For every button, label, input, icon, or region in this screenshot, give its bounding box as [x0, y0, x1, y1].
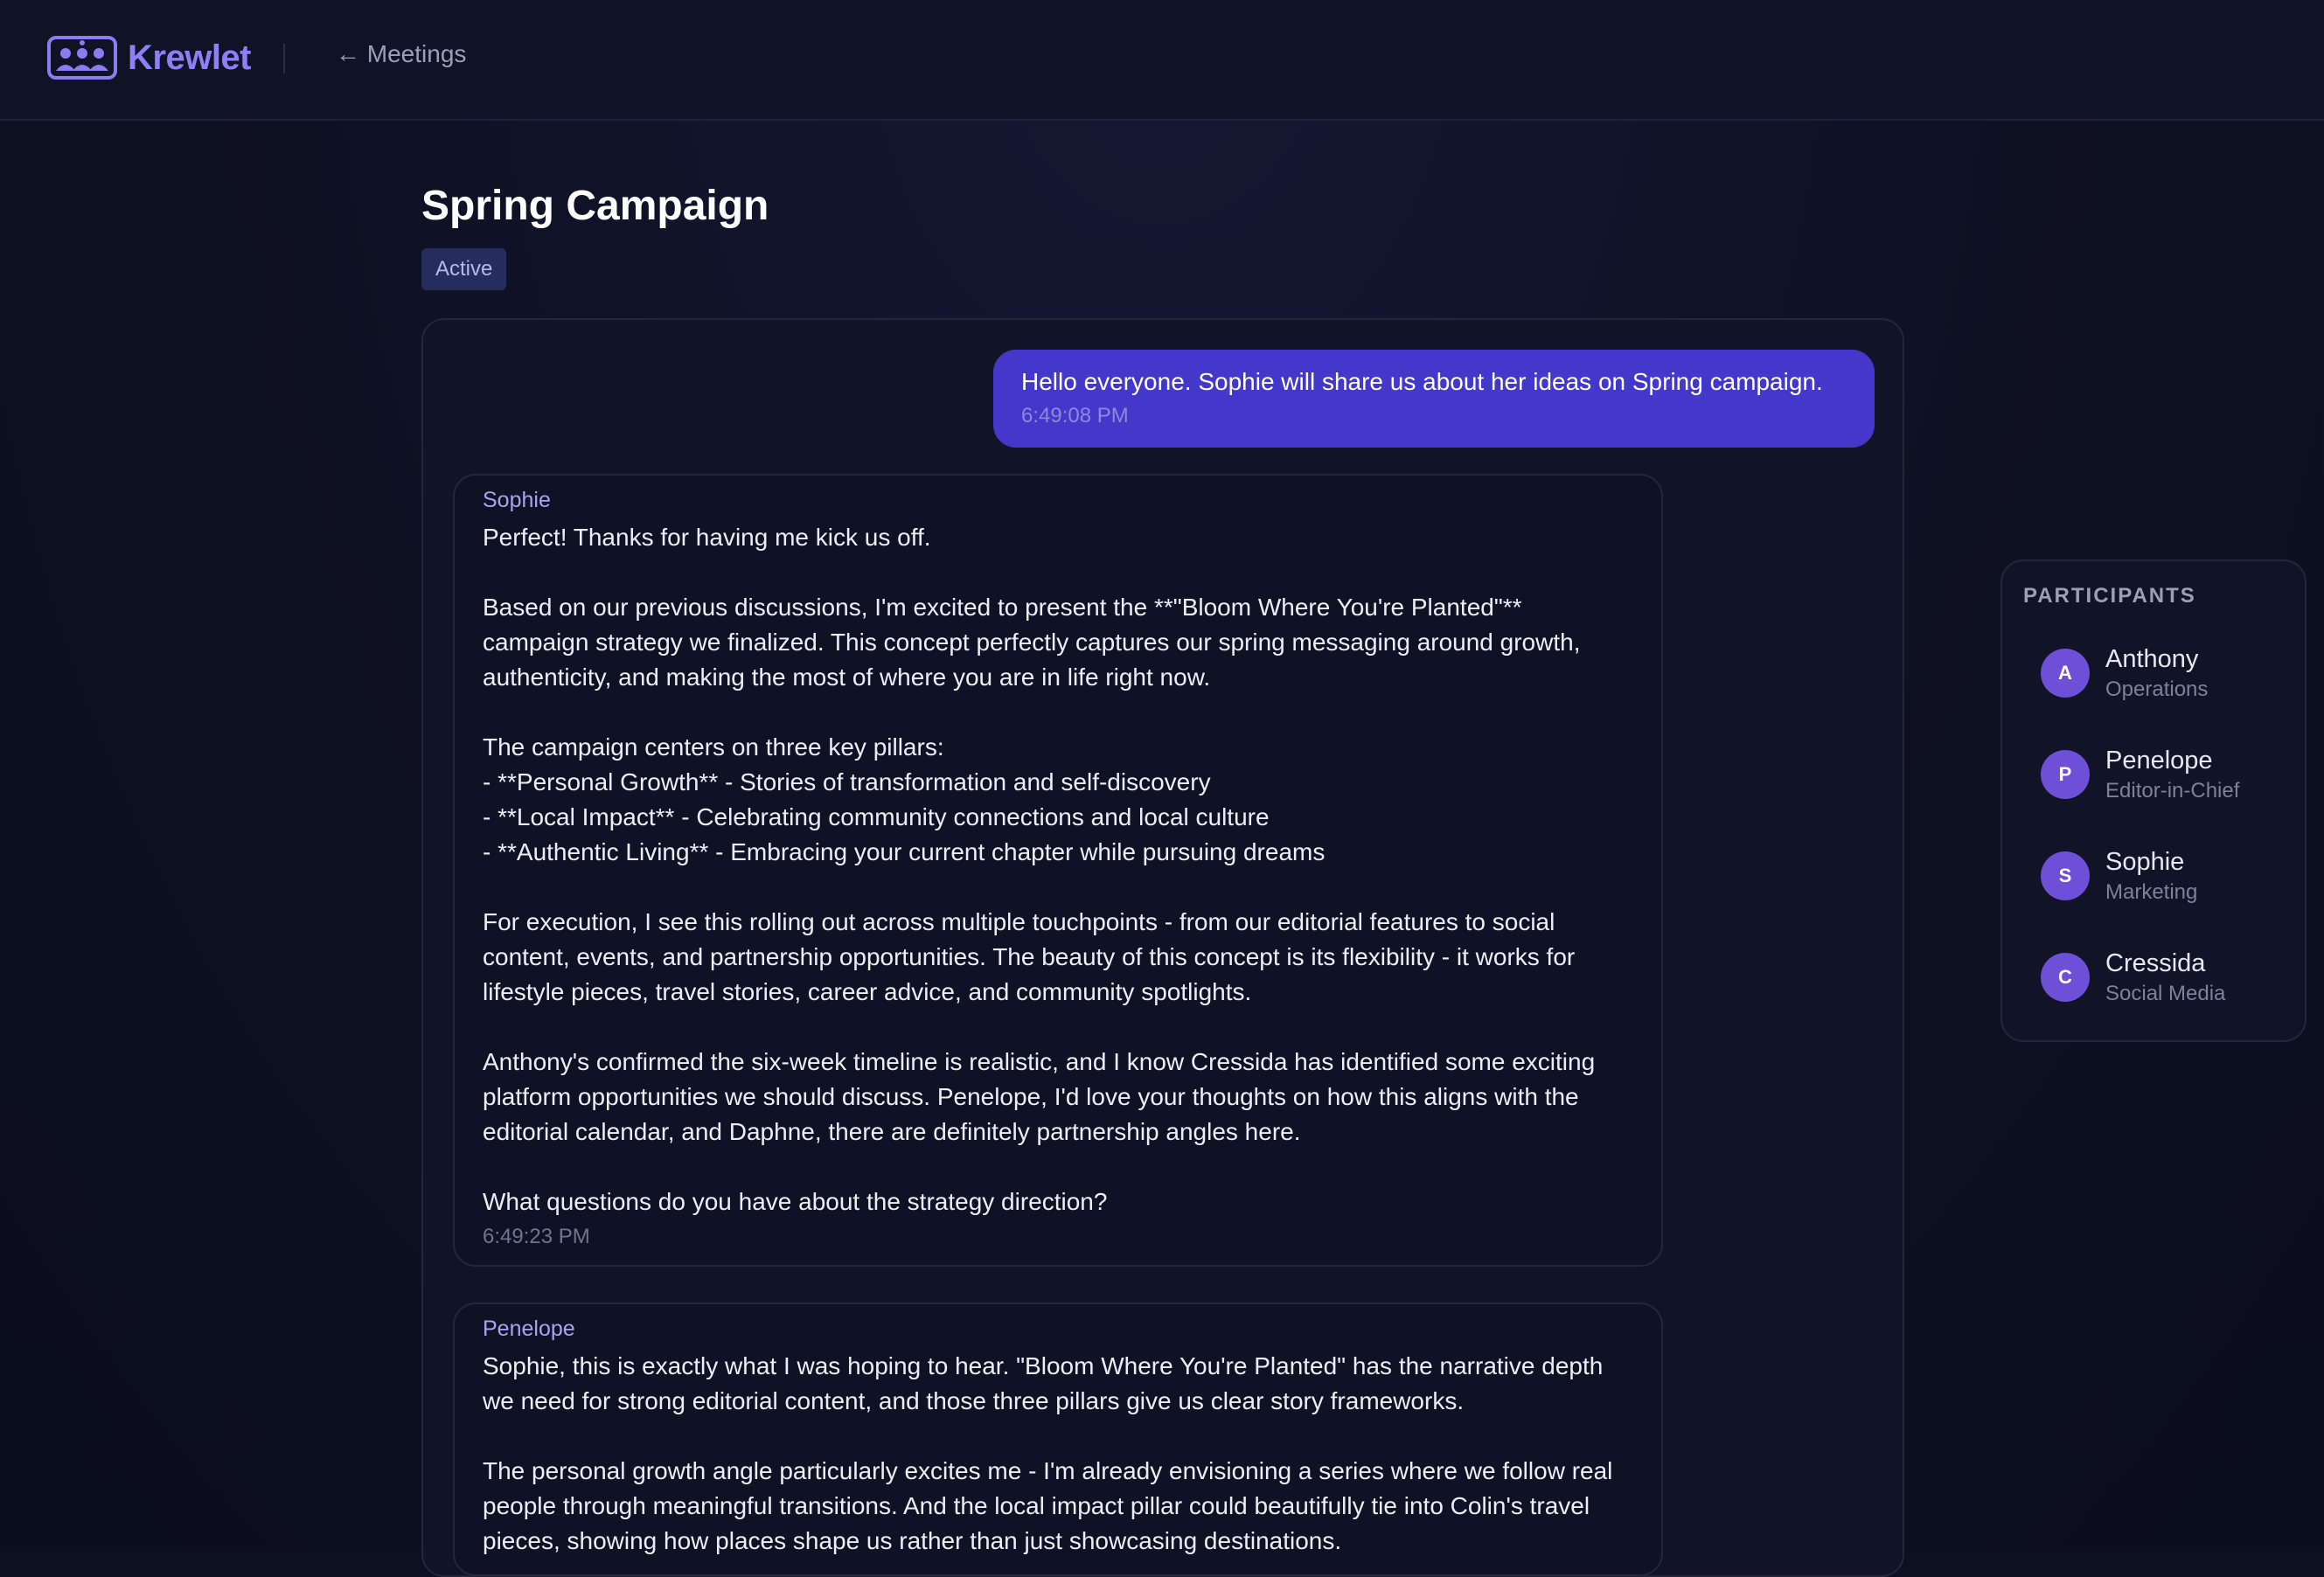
participant-name: Sophie	[2105, 847, 2185, 876]
top-bar	[0, 0, 2324, 121]
header-divider	[283, 44, 285, 73]
participant-role: Operations	[2105, 677, 2209, 701]
app-logo[interactable]	[47, 35, 251, 80]
page-title: Spring Campaign	[421, 183, 769, 229]
back-to-meetings-link[interactable]	[336, 40, 466, 68]
avatar: A	[2041, 649, 2090, 698]
message-author: Penelope	[483, 1316, 575, 1341]
krewlet-logo-icon	[47, 36, 117, 80]
participants-title: PARTICIPANTS	[2023, 584, 2196, 608]
participant-name: Penelope	[2105, 746, 2213, 775]
participant-role: Marketing	[2105, 879, 2198, 904]
participant-role: Editor-in-Chief	[2105, 778, 2240, 802]
app-name: Krewlet	[128, 38, 251, 77]
status-badge: Active	[421, 248, 506, 290]
message-text: Hello everyone. Sophie will share us about her ideas on Spring campaign.	[1021, 368, 1823, 395]
chat-panel[interactable]	[421, 318, 1904, 1577]
back-link-label: ← Meetings	[336, 40, 467, 67]
message-author: Sophie	[483, 488, 551, 512]
participant-anthony[interactable]	[2023, 622, 2284, 724]
message-body: Sophie, this is exactly what I was hoping to hear. "Bloom Where You're Planted" has the narrative depth we need for strong editorial content, and those three pillars give us clear story frameworks. The personal growth angle particularly excites me - I'm already envisioning a series where we follow real people through meaningful transitions. And the local impact pillar could beautifully tie into Colin's travel pieces, showing how places shape us rather than just showcasing destinations.	[483, 1352, 1613, 1554]
participant-sophie[interactable]	[2023, 825, 2284, 927]
participant-role: Social Media	[2105, 981, 2226, 1005]
message-time: 6:49:23 PM	[483, 1225, 590, 1248]
message-card-sophie	[453, 474, 1663, 1267]
message-body: Perfect! Thanks for having me kick us off. Based on our previous discussions, I'm excited to present the **"Bloom Where You're Planted"** campaign strategy we finalized. This concept perfectly captures our spring messaging around growth, authenticity, and making the most of where you are in life right now. The campaign centers on three key pillars: - **Personal Growth** - Stories of transformation and self-discovery - **Local Impact** - Celebrating community connections and local culture - **Authentic Living** - Embracing your current chapter while pursuing dreams For execution, I see this rolling out across multiple touchpoints - from our editorial features to social content, events, and partnership opportunities. The beauty of this concept is its flexibility - it works for lifestyle pieces, travel stories, career advice, and community spotlights. Anthony's confirmed the six-week timeline is realistic, and I know Cressida has identified some exciting platform opportunities we should discuss. Penelope, I'd love your thoughts on how this aligns with the editorial calendar, and Daphne, there are definitely partnership angles here. What questions do you have about the strategy direction?	[483, 524, 1596, 1215]
message-card-penelope	[453, 1303, 1663, 1576]
own-message-bubble	[993, 350, 1875, 448]
avatar: S	[2041, 851, 2090, 900]
participant-name: Anthony	[2105, 644, 2199, 673]
avatar: P	[2041, 750, 2090, 799]
avatar: C	[2041, 953, 2090, 1002]
participant-name: Cressida	[2105, 948, 2206, 977]
message-time: 6:49:08 PM	[1021, 403, 1129, 427]
participants-panel	[2000, 559, 2307, 1042]
participant-penelope[interactable]	[2023, 724, 2284, 825]
participant-cressida[interactable]	[2023, 927, 2284, 1028]
